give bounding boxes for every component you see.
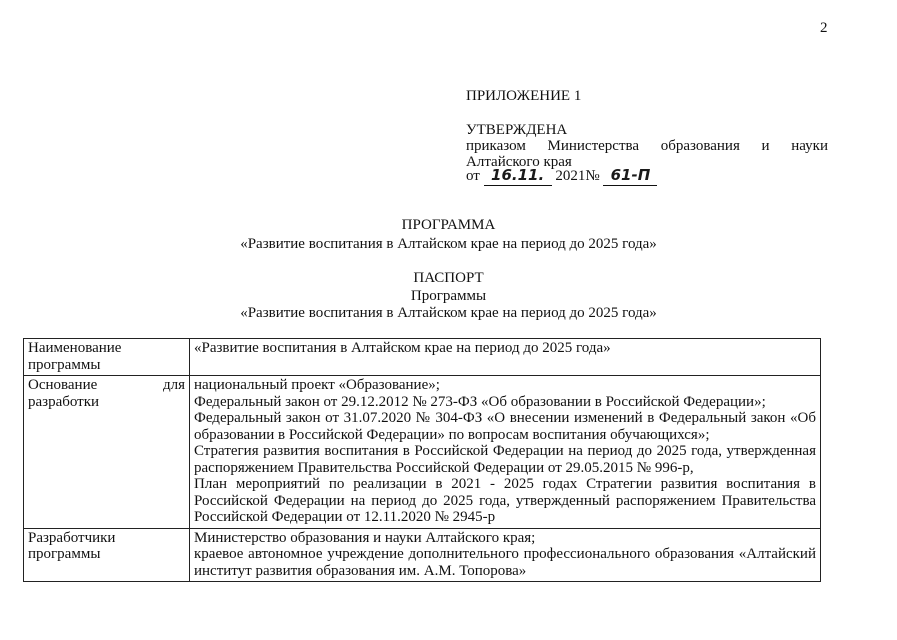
table-row [24, 528, 821, 582]
content-line: Министерство образования и науки Алтайского края; [194, 529, 536, 546]
date-prefix: от [466, 168, 480, 184]
handwritten-order-number: 61-П [610, 166, 651, 184]
content-line: Стратегия развития воспитания в Российской Федерации на период до 2025 года, утвержденная распоряжением Правительства Российской Федерации от 29.05.2015 № 996-р, [194, 443, 816, 476]
approval-heading: УТВЕРЖДЕНА [466, 122, 568, 138]
approval-date-line [466, 166, 657, 186]
passport-title: «Развитие воспитания в Алтайском крае на период до 2025 года» [240, 305, 657, 321]
content-line: Федеральный закон от 29.12.2012 № 273-ФЗ «Об образовании в Российской Федерации»; [194, 393, 766, 410]
content-line: национальный проект «Образование»; [194, 377, 440, 393]
row-label: Наименование программы [24, 339, 190, 376]
row-label: Разработчики программы [24, 528, 190, 582]
content-line: Федеральный закон от 31.07.2020 № 304-ФЗ «О внесении изменений в Федеральный закон «Об образовании в Российской Федерации» по вопросам воспитания обучающихся»; [194, 410, 816, 443]
row-content [190, 339, 821, 376]
content-line: План мероприятий по реализации в 2021 - 2025 годах Стратегии развития воспитания в Российской Федерации на период до 2025 года, утвержденный распоряжением Правительства Российской Федерации от 12.11.2020 № 2945-р [194, 476, 816, 525]
passport-heading: ПАСПОРТ [413, 270, 484, 286]
table-row [24, 339, 821, 376]
row-label: Основание для разработки [24, 376, 190, 529]
order-number-field [603, 166, 657, 186]
row-content [190, 376, 821, 529]
content-line: «Развитие воспитания в Алтайском крае на период до 2025 года» [194, 340, 611, 356]
year-text: 2021№ [555, 168, 600, 184]
passport-subheading: Программы [410, 288, 487, 304]
content-line: краевое автономное учреждение дополнительного профессионального образования «Алтайский институт развития образования им. А.М. Топорова» [194, 546, 816, 579]
handwritten-date: 16.11. [491, 166, 545, 184]
program-heading: ПРОГРАММА [401, 217, 496, 233]
appendix-label: ПРИЛОЖЕНИЕ 1 [466, 88, 582, 104]
approval-block [466, 122, 828, 170]
program-title: «Развитие воспитания в Алтайском крае на период до 2025 года» [240, 236, 657, 252]
row-content [190, 528, 821, 582]
page-number: 2 [820, 20, 828, 36]
approval-order-text: приказом Министерства образования и науки Алтайского края [466, 138, 828, 170]
passport-table [23, 338, 821, 582]
date-field [484, 166, 552, 186]
table-row [24, 376, 821, 529]
